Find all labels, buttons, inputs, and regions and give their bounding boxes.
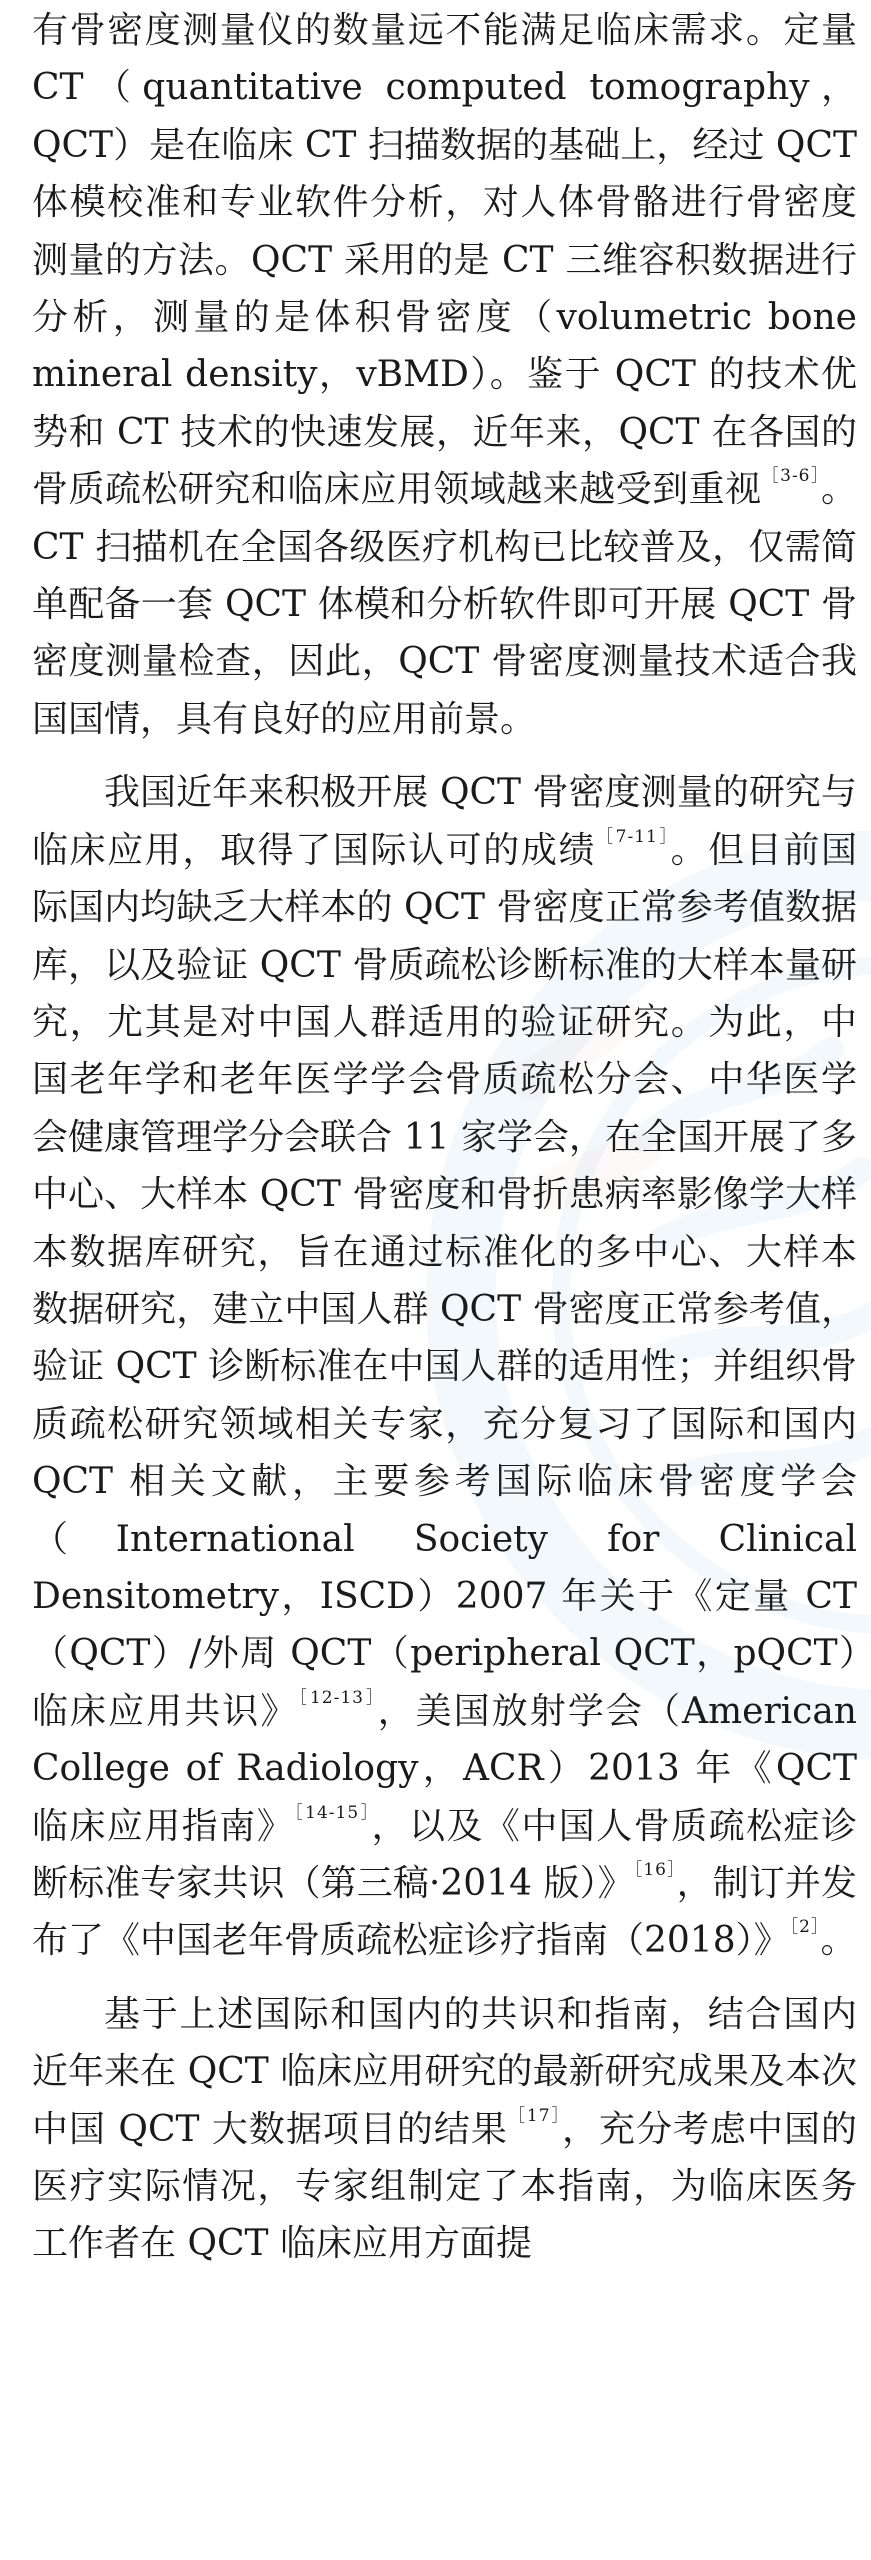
paragraph-text: 基于上述国际和国内的共识和指南，结合国内近年来在 QCT 临床应用研究的最新研究成果及本次中国 QCT 大数据项目的结果 — [32, 1993, 857, 2150]
citation-ref: ［2］ — [789, 1917, 821, 1938]
citation-ref: ［3-6］ — [761, 466, 821, 487]
paragraph-text: ，以及《中国人骨质疏松症诊断标准专家共识（第三稿·2014 版）》 — [32, 1805, 857, 1904]
paragraph-text: 。 — [820, 1920, 857, 1962]
paragraph-text: 我国近年来积极开展 QCT 骨密度测量的研究与临床应用，取得了国际认可的成绩 — [32, 772, 857, 871]
paragraph-text: 有骨密度测量仪的数量远不能满足临床需求。定量 CT（quantitative computed tomography，QCT）是在临床 CT 扫描数据的基础上，经过 QCT 体模校准和专业软件分析，对人体骨骼进行骨密度测量的方法。QCT 采用的是 CT 三维容积数据进行分析，测量的是体积骨密度（volumetric bone mineral density，vBMD）。鉴于 QCT 的技术优势和 CT 技术的快速发展，近年来，QCT 在各国的骨质疏松研究和临床应用领域越来越受到重视 — [32, 10, 857, 511]
paragraph-text: 。CT 扫描机在全国各级医疗机构已比较普及，仅需简单配备一套 QCT 体模和分析软件即可开展 QCT 骨密度测量检查，因此，QCT 骨密度测量技术适合我国国情，具有良好的应用前景。 — [32, 469, 857, 740]
paragraph-text: ，充分考虑中国的医疗实际情况，专家组制定了本指南，为临床医务工作者在 QCT 临床应用方面提 — [32, 2108, 857, 2265]
paragraph — [32, 764, 857, 1970]
paragraph-text: ，美国放射学会（American College of Radiology，ACR）2013 年《QCT 临床应用指南》 — [32, 1690, 857, 1847]
paragraph-text: ，制订并发布了《中国老年骨质疏松症诊疗指南（2018）》 — [32, 1863, 857, 1962]
paragraph — [32, 2, 857, 748]
citation-ref: ［7-11］ — [596, 826, 671, 847]
citation-ref: ［16］ — [633, 1860, 677, 1880]
citation-ref: ［12-13］ — [298, 1687, 378, 1708]
paragraph — [32, 1986, 857, 2273]
citation-ref: ［17］ — [507, 2105, 563, 2126]
citation-ref: ［14-15］ — [294, 1802, 372, 1823]
paragraph-text: 。但目前国际国内均缺乏大样本的 QCT 骨密度正常参考值数据库，以及验证 QCT 骨质疏松诊断标准的大样本量研究，尤其是对中国人群适用的验证研究。为此，中国老年学和老年医学学会骨质疏松分会、中华医学会健康管理学分会联合 11 家学会，在全国开展了多中心、大样本 QCT 骨密度和骨折患病率影像学大样本数据库研究，旨在通过标准化的多中心、大样本数据研究，建立中国人群 QCT 骨密度正常参考值，验证 QCT 诊断标准在中国人群的适用性；并组织骨质疏松研究领域相关专家，充分复习了国际和国内 QCT 相关文献，主要参考国际临床骨密度学会（International Society for Clinical Densitometry，ISCD）2007 年关于《定量 CT（QCT）/外周 QCT（peripheral QCT，pQCT）临床应用共识》 — [32, 829, 857, 1732]
